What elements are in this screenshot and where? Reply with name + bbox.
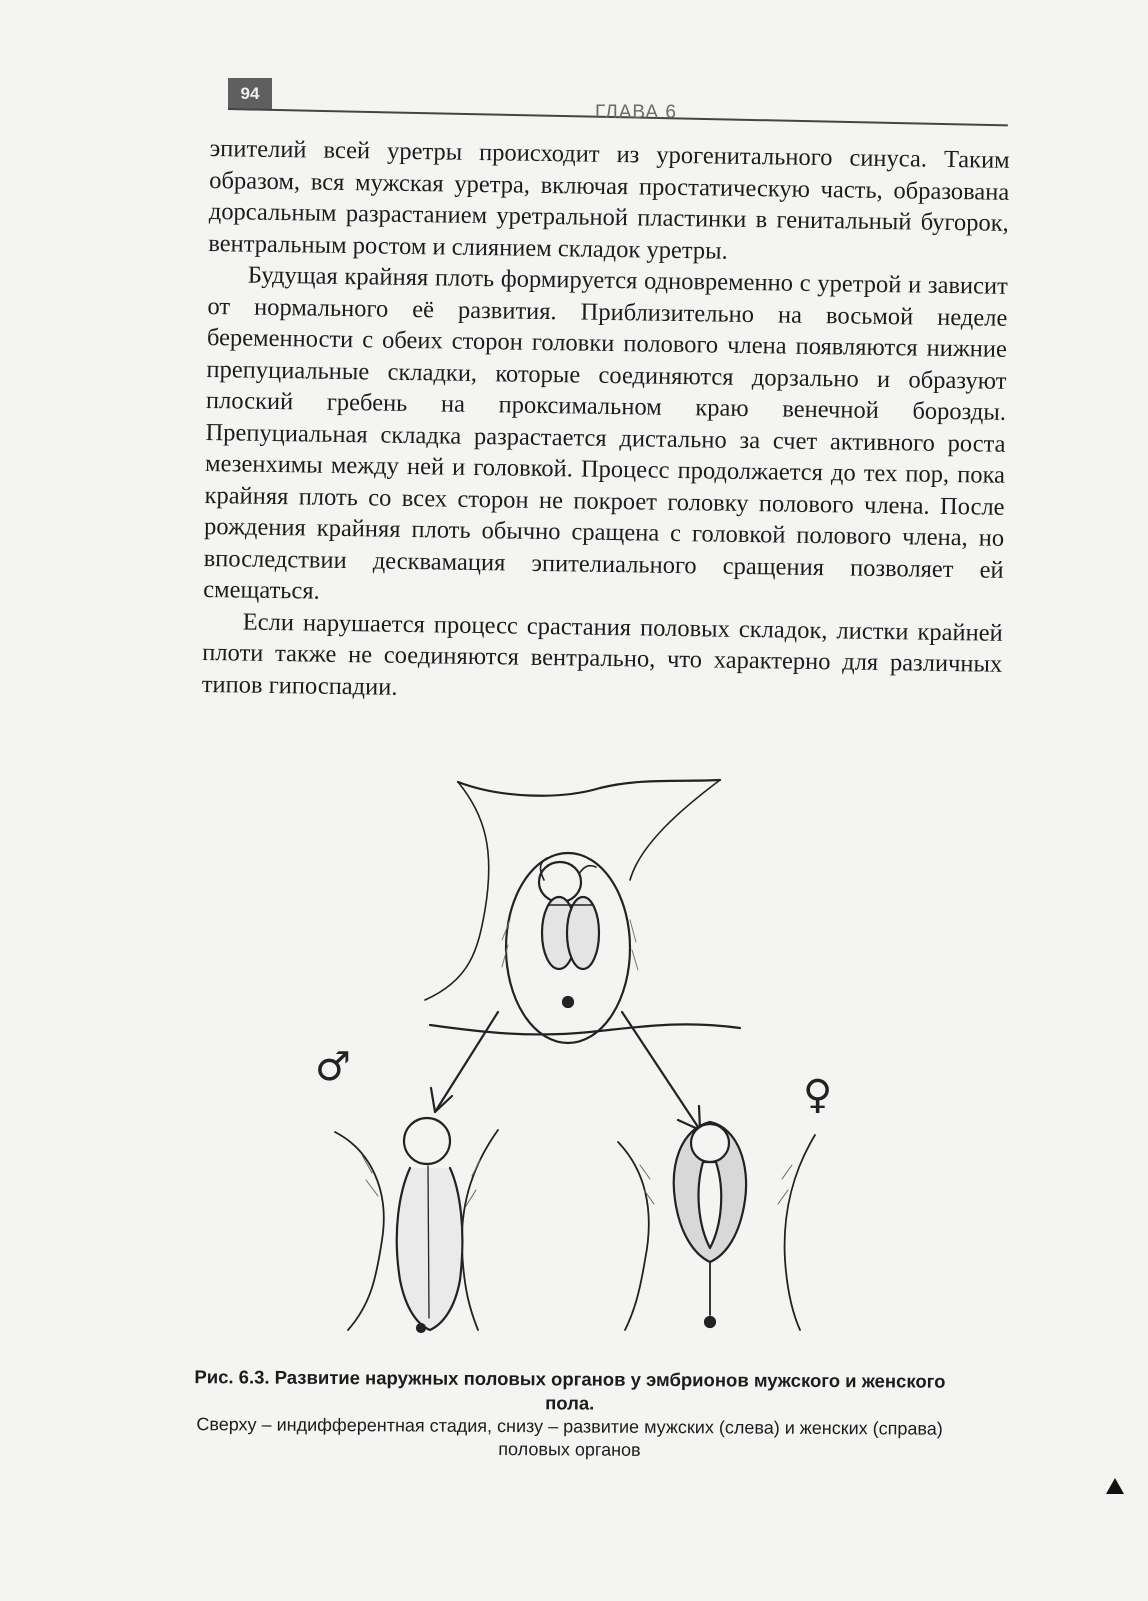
page-number: 94 [228, 78, 272, 110]
caption-text: Сверху – индифферентная стадия, снизу – развитие мужских (слева) и женских (справа) половых органов [196, 1414, 943, 1460]
male-development-drawing [335, 1118, 498, 1332]
male-symbol: ♂ [315, 1044, 351, 1090]
corner-mark [1106, 1478, 1124, 1494]
paragraph-2: Будущая крайняя плоть формируется одновременно с уретрой и зависит от нормального её развития. Приблизительно на восьмой неделе беременности с обеих сторон головки полового члена появляются нижние препуциальные складки, которые соединяются дорзально и образуют плоский гребень на проксимальном краю венечной борозды. Препуциальная складка разрастается дистально за счет активного роста мезенхимы между ней и головкой. Процесс продолжается до тех пор, пока крайняя плоть со всех сторон не покроет головку полового члена. После рождения крайняя плоть обычно сращена с головкой полового члена, но впоследствии десквамация эпителиального сращения позволяет ей смещаться. [203, 261, 1009, 605]
female-symbol: ♀ [803, 1072, 833, 1118]
female-development-drawing [618, 1122, 815, 1330]
caption-title: Рис. 6.3. Развитие наружных половых органов у эмбрионов мужского и женского пола. [194, 1366, 946, 1414]
indifferent-stage-drawing [425, 780, 740, 1043]
chapter-title: ГЛАВА 6 [595, 102, 677, 123]
figure-caption [169, 1365, 970, 1464]
paragraph-1: эпителий всей уретры происходит из урогенитального синуса. Таким образом, вся мужская уретра, включая простатическую часть, образована дорсальным разрастанием уретральной пластинки в генитальный бугорок, вентральным ростом и слиянием складок уретры. [208, 134, 1010, 265]
body-text [202, 133, 1010, 712]
paragraph-3: Если нарушается процесс срастания половых складок, листки крайней плоти также не соединяются вентрально, что характерно для различных типов гипоспадии. [201, 608, 1003, 701]
arrow-to-female [622, 1012, 700, 1130]
development-illustration [300, 770, 860, 1370]
